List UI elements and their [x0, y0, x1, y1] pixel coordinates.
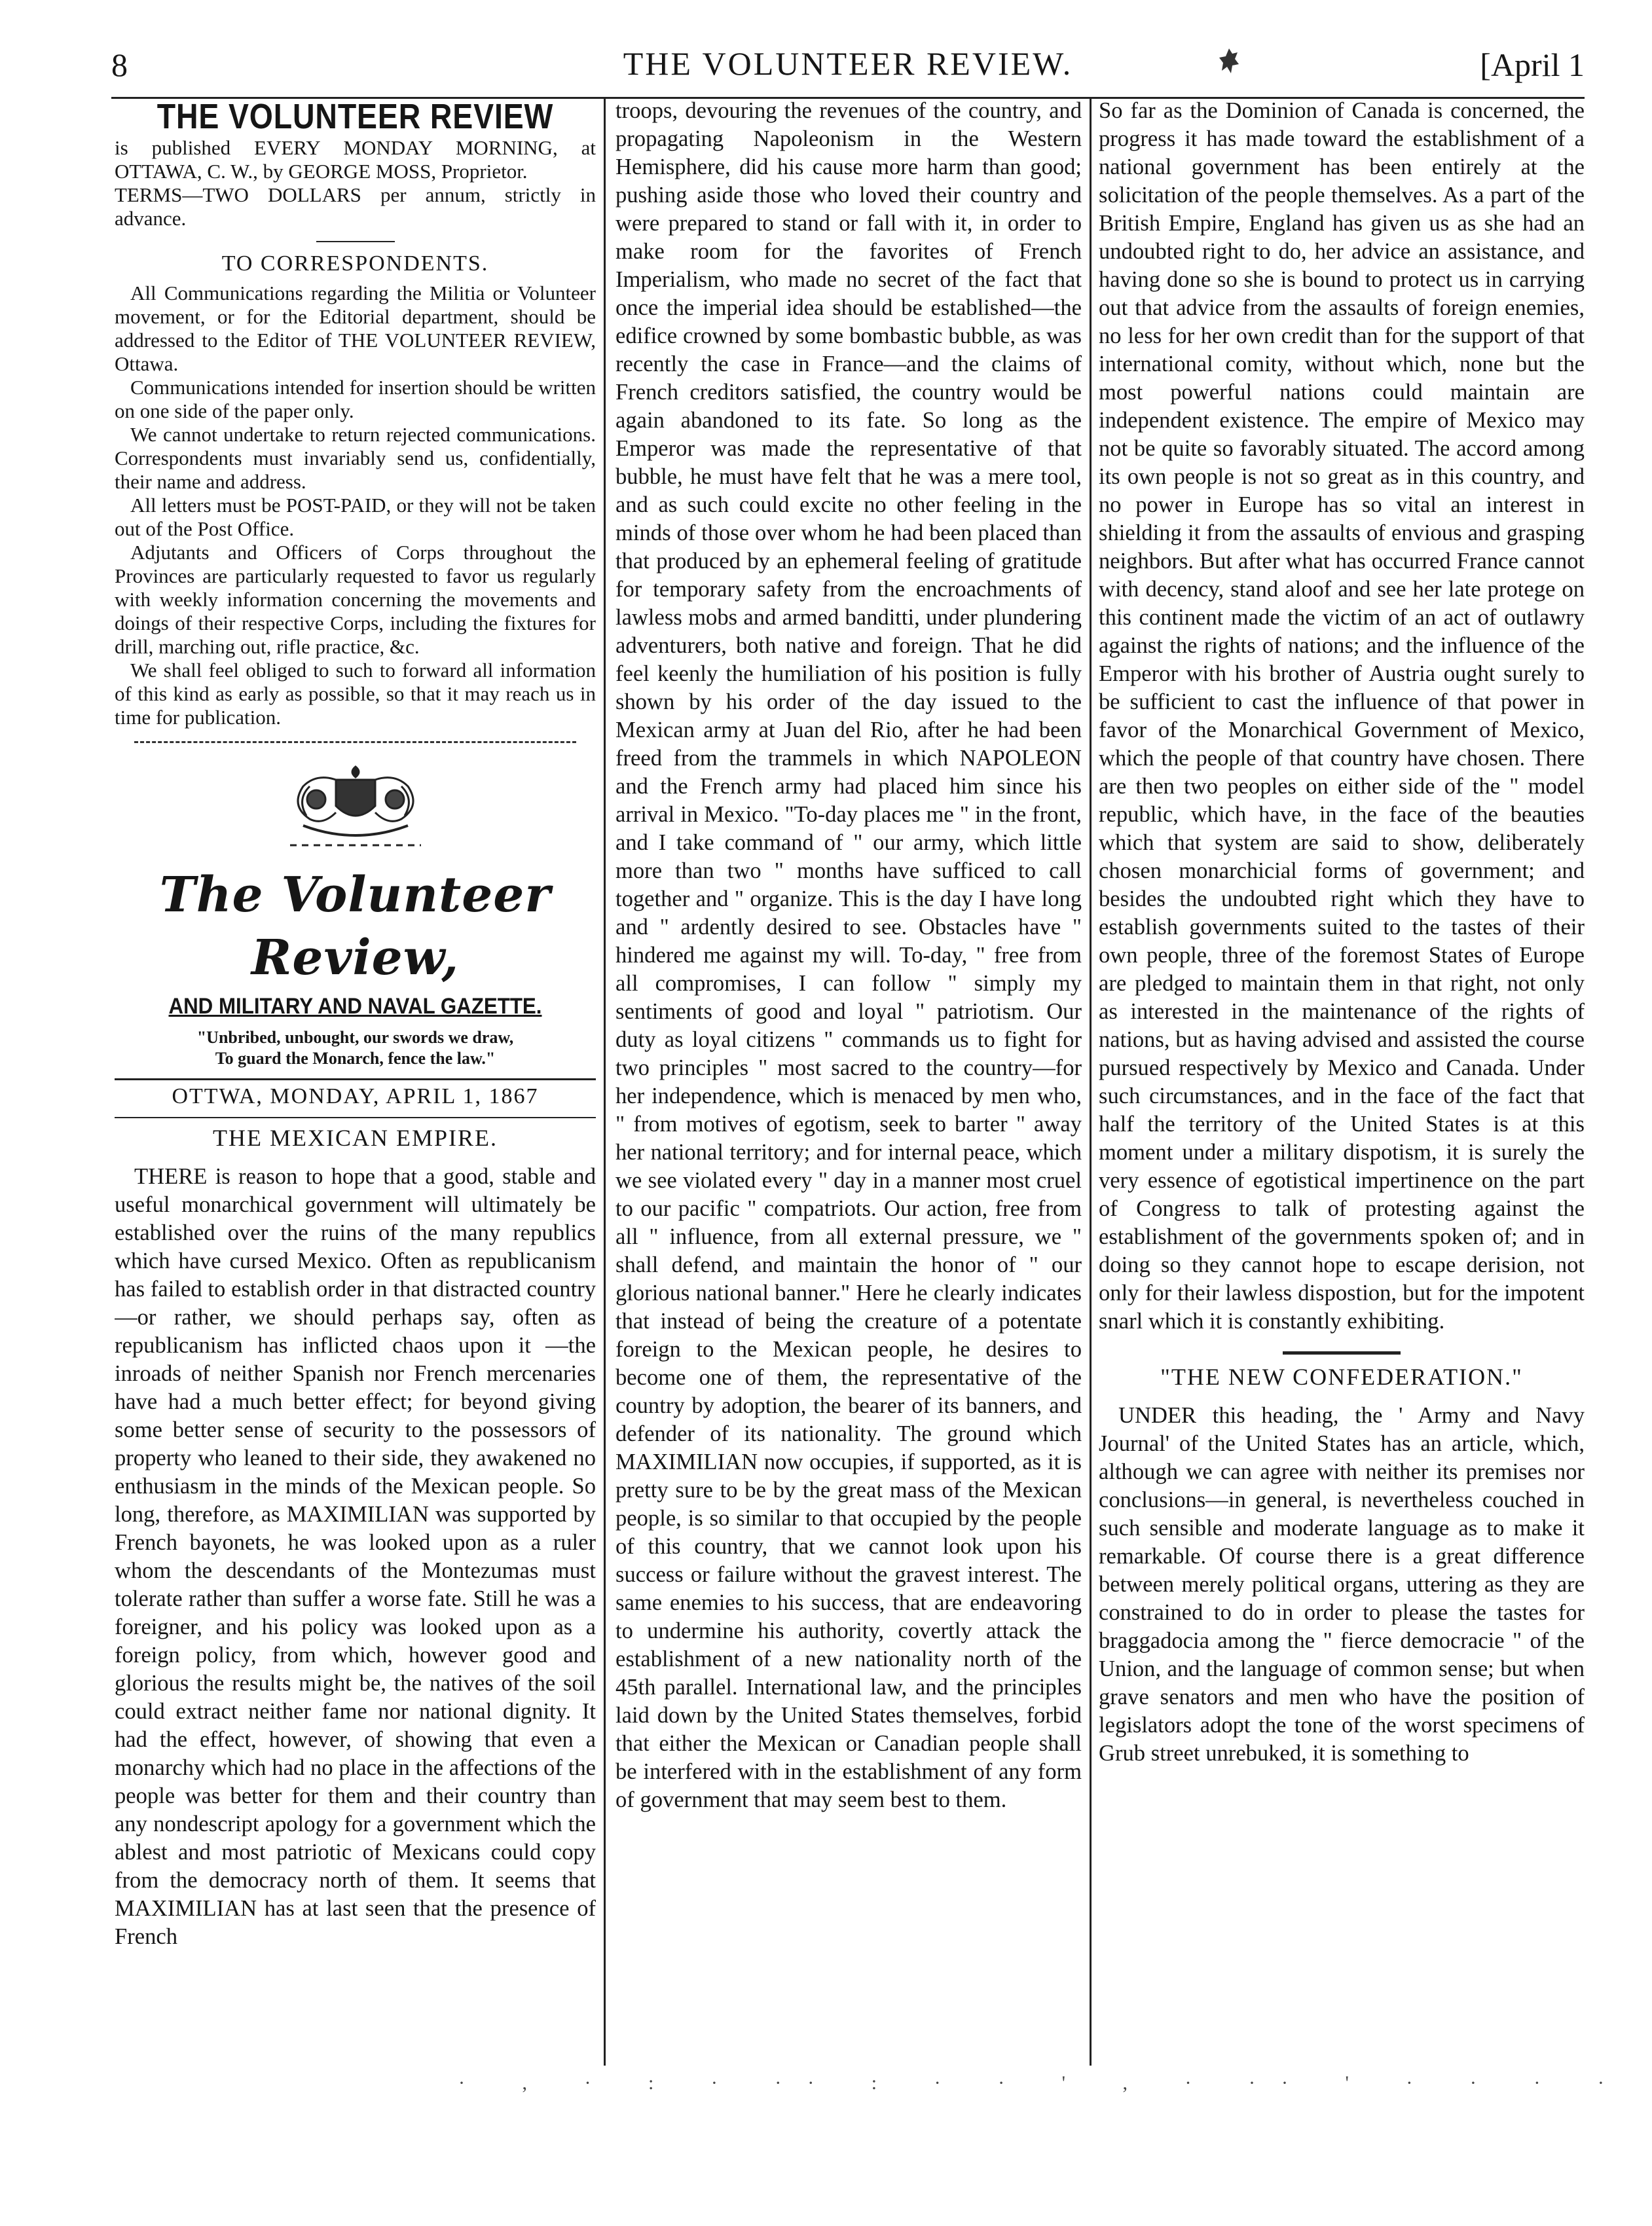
article-text: So far as the Dominion of Canada is concerned, the progress it has made toward the establishment of a national government has been entirely at the solicitation of the people themselves. As a part of the British Empire, England has given us as she had an undoubted right to do, her advice an assistance, and having done so she is bound to protect us in carrying out that advice from the assaults of foreign enemies, no less for her own credit than for the support of that international comity, without which, none but the most powerful nations could maintain are independent existence. The empire of Mexico may not be quite so favorably situated. The accord among its own people is not so great as in this country, and no power in Europe has so vital an interest in shielding it from the assaults of envious and grasping neighbors. But after what has occurred France cannot with decency, stand aloof and see her late protege on this continent made the victim of an act of outlawry against the rights of nations; and the influence of the Emperor with his brother of Austria ought surely to be sufficient to cast the influence of that power in favor of the Monarchical Government of Mexico, which the people of that country have chosen. There are then two peoples on either side of the " model republic, which have, in the face of the beauties which that system are said to show, deliberately chosen monarchicial forms of government; and besides the undoubted right which they have to establish governments suited to the tastes of their own people, three of the foremost States of Europe are pledged to maintain them in that right, not only as interested in the maintenance of the rights of nations, but as having advised and assisted the course pursued respectively by Mexico and Canada. Under such circumstances, and in the face of the fact that half the territory of the United States is at this moment under a military dispotism, it is surely the very essence of egotistical impertinence on the part of Congress to talk of protesting against the establishment of the governments spoken of; and in doing so they cannot hope to escape derision, not only for their lawless dispostion, but for the impotent snarl which it is constantly exhibiting. [1099, 98, 1585, 1334]
column-1 [115, 97, 596, 2064]
masthead-title: THE VOLUNTEER REVIEW [156, 97, 554, 136]
bottom-marks: · , · : · ·· : · · ' , · ·· ' · · · · [458, 2072, 1630, 2094]
column-rule [604, 98, 606, 2066]
motto-line: "Unbribed, unbought, our swords we draw, [196, 1028, 514, 1047]
coat-of-arms-icon [264, 760, 447, 858]
page-number: 8 [111, 46, 128, 83]
column-rule [1090, 98, 1092, 2066]
masthead-blackletter-title: The Volunteer Review, [159, 867, 551, 986]
running-title: THE VOLUNTEER REVIEW. [623, 45, 1073, 82]
notice-paragraph: Adjutants and Officers of Corps throughout the Provinces are particularly requested to favor us regularly with weekly information concerning the movements and doings of their respective Corps, including the fixtures for drill, marching out, rifle practice, &c. [115, 541, 596, 658]
motto-line: To guard the Monarch, fence the law." [215, 1049, 496, 1068]
notice-paragraph: Communications intended for insertion should be written on one side of the paper only. [115, 376, 596, 422]
notice-paragraph: All Communications regarding the Militia or Volunteer movement, or for the Editorial department, should be addressed to the Editor of THE VOLUNTEER REVIEW, Ottawa. [115, 282, 596, 375]
dashed-divider [134, 741, 576, 743]
correspondents-heading: TO CORRESPONDENTS. [221, 251, 489, 276]
article-title: "THE NEW CONFEDERATION." [1160, 1364, 1523, 1390]
notice-paragraph: We shall feel obliged to such to forward all information of this kind as early as possible, so that it may reach us in time for publication. [115, 659, 596, 729]
publication-line: is published EVERY MONDAY MORNING, at OTTAWA, C. W., by GEORGE MOSS, Proprietor. [115, 136, 596, 183]
publication-notice [115, 136, 596, 230]
running-header [111, 39, 1585, 98]
notice-paragraph: We cannot undertake to return rejected communications. Correspondents must invariably send us, confidentially, their name and address. [115, 423, 596, 493]
section-divider [1283, 1351, 1401, 1355]
running-date: [April 1 [1480, 46, 1585, 83]
column-3 [1099, 97, 1585, 2064]
edition-date: OTTWA, MONDAY, APRIL 1, 1867 [172, 1084, 539, 1108]
crest-icon [1218, 47, 1240, 79]
article-text: UNDER this heading, the ' Army and Navy Journal' of the United States has an article, which, although we can agree with neither its premises nor conclusions—in general, is nevertheless couched in such sensible and moderate language as to make it remarkable. Of course there is a great difference between merely political organs, uttering as they are constrained to do in order to please the tastes for braggadocia among the " fierce democracie " of the Union, and the language of common sense; but when grave senators and men who have the position of legislators adopt the tone of the worst specimens of Grub street unrebuked, it is something to [1099, 1403, 1585, 1766]
masthead-subtitle: AND MILITARY AND NAVAL GAZETTE. [168, 994, 542, 1019]
article-text: troops, devouring the revenues of the country, and propagating Napoleonism in the Western Hemisphere, did his cause more harm than good; pushing aside those who loved their country and were prepared to stand or fall with it, in order to make room for the favorites of French Imperialism, who made no secret of the fact that once the imperial idea should be established—the edifice crowned by some bombastic bubble, as was recently the case in France—and the claims of French creditors satisfied, the country would be again abandoned to its fate. So long as the Emperor was made the representative of that bubble, he must have felt that he was a mere tool, and as such could excite no other feeling in the minds of those over whom he had been placed than that produced by an ephemeral feeling of gratitude for temporary safety from the encroachments of lawless mobs and armed banditti, under plundering adventurers, both native and foreign. That he did feel keenly the humiliation of his position is fully shown by his order of the day issued to the Mexican army at Juan del Rio, after he had been freed from the trammels in which NAPOLEON and the French army had placed him since his arrival in Mexico. "To-day places me " in the front, and I take command of " our army, which little more than two " months have sufficed to call together and " organize. This is the day I have long and " ardently desired to see. Obstacles have " hindered me against my will. To-day, " free from all compromises, I can follow " simply my sentiments of good and loyal " patriotism. Our duty as loyal citizens " commands us to fight for two principles " most sacred to the country—for her independence, which is menaced by men who, " from motives of egotism, seek to barter " away her national territory; and for internal peace, which we see violated every " day in a manner most cruel to our pacific " compatriots. Our action, free from all " influence, from all external pressure, we " shall defend, and maintain the honor of " our glorious national banner." Here he clearly indicates that instead of being the creature of a potentate foreign to the Mexican people, he desires to become one of them, the representative of the country by adoption, the bearer of its banners, and defender of its nationality. The ground which MAXIMILIAN now occupies, if supported, as it is pretty sure to be by the great mass of the Mexican people, is so similar to that occupied by the people of this country, that we cannot look upon his success or failure without the gravest interest. The same enemies to his success, that are endeavoring to undermine his authority, covertly attack the establishment of a new nationality north of the 45th parallel. International law, and the principles laid down by the United States themselves, forbid that either the Mexican or Canadian people shall be interfered with in the establishment of any form of government that may seem best to them. [615, 98, 1082, 1812]
masthead-motto [115, 1027, 596, 1069]
column-2 [615, 97, 1082, 2064]
divider [316, 241, 395, 242]
notice-paragraph: All letters must be POST-PAID, or they will not be taken out of the Post Office. [115, 494, 596, 540]
article-text: THERE is reason to hope that a good, stable and useful monarchical government will ultimately be established over the ruins of the many republics which have cursed Mexico. Often as republicanism has failed to establish order in that distracted country —or rather, we should perhaps say, often as republicanism has inflicted chaos upon it —the inroads of neither Spanish nor French mercenaries have had a much better effect; for beyond giving some better sense of security to the possessors of property who leaned to their side, they awakened no enthusiasm in the minds of the Mexican people. So long, therefore, as MAXIMILIAN was supported by French bayonets, he was looked upon as a ruler whom the descendants of the Montezumas must tolerate rather than suffer a worse fate. Still he was a foreigner, and his policy was looked upon as a foreign policy, from which, however good and glorious the results might be, the natives of the soil could extract neither fame nor national dignity. It had the effect, however, of showing that even a monarchy which had no place in the affections of the people was better for them and their country than any nondescript apology for a government which the ablest and most patriotic of Mexicans could copy from the democracy north of them. It seems that MAXIMILIAN has at last seen that the presence of French [115, 1164, 596, 1949]
article-title: THE MEXICAN EMPIRE. [213, 1125, 498, 1151]
edition-rule [115, 1117, 596, 1118]
correspondents-notice [115, 282, 596, 729]
terms-line: TERMS—TWO DOLLARS per annum, strictly in advance. [115, 183, 596, 230]
